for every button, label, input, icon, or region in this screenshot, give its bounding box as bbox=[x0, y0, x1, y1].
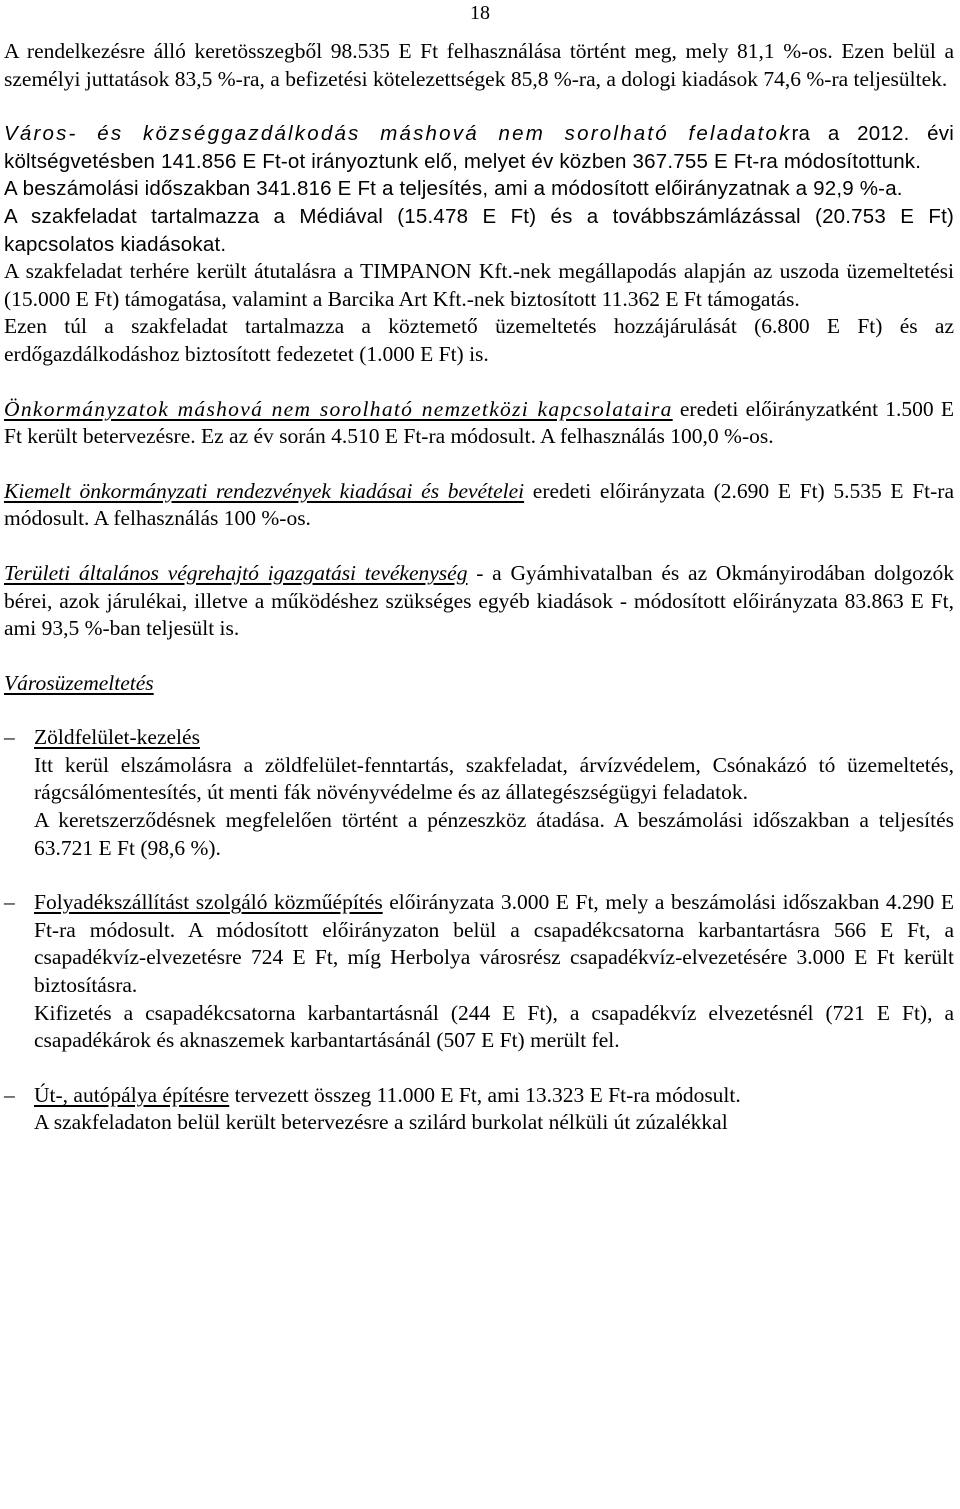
dash-bullet: – bbox=[4, 1082, 15, 1107]
list-item-utepites bbox=[4, 1082, 954, 1137]
zold-heading: Zöldfelület-kezelés bbox=[34, 725, 200, 750]
varos-text-5: Ezen túl a szakfeladat tartalmazza a köztemető üzemeltetés hozzájárulását (6.800 E Ft) és az erdőgazdálkodáshoz biztosított fedezetet (1.000 E Ft) is. bbox=[4, 314, 954, 366]
section-varos bbox=[4, 120, 954, 258]
varos-heading: Város- és községgazdálkodás máshová nem sorolható feladatok bbox=[4, 122, 792, 146]
ut-text: tervezett összeg 11.000 E Ft, ami 13.323 E Ft-ra módosult. bbox=[229, 1082, 741, 1107]
document-body bbox=[4, 38, 954, 1137]
ut-text-2: A szakfeladaton belül került betervezésre a szilárd burkolat nélküli út zúzalékkal bbox=[34, 1110, 728, 1135]
foly-text-2: Kifizetés a csapadékcsatorna karbantartásnál (244 E Ft), a csapadékvíz elvezetésnél (721 E Ft), a csapadékárok és aknaszemek karbantartásánál (507 E Ft) merült fel. bbox=[34, 1000, 954, 1053]
foly-paragraph bbox=[34, 889, 954, 999]
varos-text-2: A beszámolási időszakban 341.816 E Ft a teljesítés, ami a módosított előirányzatnak a 92,9 %-a. bbox=[4, 177, 903, 201]
ut-heading: Út-, autópálya építésre bbox=[34, 1082, 230, 1107]
varos-paragraph bbox=[4, 120, 954, 175]
varos-text-4: A szakfeladat terhére került átutalásra a TIMPANON Kft.-nek megállapodás alapján az uszoda üzemeltetési (15.000 E Ft) támogatása, valamint a Barcika Art Kft.-nek biztosított 11.362 E Ft támogatás. bbox=[4, 259, 954, 311]
varos-text-3: A szakfeladat tartalmazza a Médiával (15.478 E Ft) és a továbbszámlázással (20.753 E Ft) kapcsolatos kiadásokat. bbox=[4, 204, 954, 256]
kiemelt-text: eredeti előirányzata (2.690 E Ft) 5.535 E Ft-ra módosult. A felhasználás 100 %-os. bbox=[4, 478, 954, 531]
foly-heading: Folyadékszállítást szolgáló közműépítés bbox=[34, 890, 383, 915]
paragraph-budget-summary: A rendelkezésre álló keretösszegből 98.535 E Ft felhasználása történt meg, mely 81,1 %-os. Ezen belül a személyi juttatások 83,5 %-ra, a befizetési kötelezettségek 85,8 %-ra, a dologi kiadások 74,6 %-ra teljesültek. bbox=[4, 39, 954, 91]
onk-heading: Önkormányzatok máshová nem sorolható nemzetközi kapcsolataira bbox=[4, 396, 673, 421]
list-item-folyadekszallitas bbox=[4, 889, 954, 1055]
foly-text-1: előirányzata 3.000 E Ft, mely a beszámolási időszakban 4.290 E Ft-ra módosult. A módosított előirányzaton belül a csapadékcsatorna karbantartásra 566 E Ft, a csapadékvíz-elvezetésre 724 E Ft, míg Herbolya városrész csapadékvíz-elvezetésére 3.000 E Ft került biztosításra. bbox=[34, 890, 954, 998]
zold-heading-line bbox=[34, 724, 954, 752]
dash-bullet: – bbox=[4, 725, 15, 750]
section-teruleti bbox=[4, 560, 954, 643]
zold-text-1: Itt kerül elszámolásra a zöldfelület-fenntartás, szakfeladat, árvízvédelem, Csónakázó tó üzemeltetés, rágcsálómentesítés, út menti fák növényvédelme és az állategészségügyi feladatok. bbox=[34, 752, 954, 805]
varosuzemeltetes-heading: Városüzemeltetés bbox=[4, 670, 154, 695]
page-number: 18 bbox=[470, 2, 490, 24]
teruleti-heading: Területi általános végrehajtó igazgatási tevékenység bbox=[4, 560, 468, 585]
section-onkormanyzatok bbox=[4, 396, 954, 451]
section-varosuzemeltetes bbox=[4, 670, 954, 698]
dash-bullet: – bbox=[4, 890, 15, 915]
list-item-zoldfelulet bbox=[4, 724, 954, 862]
onk-text: eredeti előirányzatként 1.500 E Ft került betervezésre. Ez az év során 4.510 E Ft-ra módosult. A felhasználás 100,0 %-os. bbox=[4, 396, 954, 449]
ut-paragraph bbox=[34, 1082, 954, 1110]
varos-text-1: ra a 2012. évi költségvetésben 141.856 E Ft-ot irányoztunk elő, melyet év közben 367.755 E Ft-ra módosítottunk. bbox=[4, 122, 954, 173]
kiemelt-heading: Kiemelt önkormányzati rendezvények kiadásai és bevételei bbox=[4, 478, 525, 503]
zold-text-2: A keretszerződésnek megfelelően történt a pénzeszköz átadása. A beszámolási időszakban a teljesítés 63.721 E Ft (98,6 %). bbox=[34, 808, 954, 860]
teruleti-text: - a Gyámhivatalban és az Okmányirodában dolgozók bérei, azok járulékai, illetve a működéshez szükséges egyéb kiadások - módosított előirányzata 83.863 E Ft, ami 93,5 %-ban teljesült is. bbox=[4, 560, 954, 641]
section-kiemelt bbox=[4, 478, 954, 533]
